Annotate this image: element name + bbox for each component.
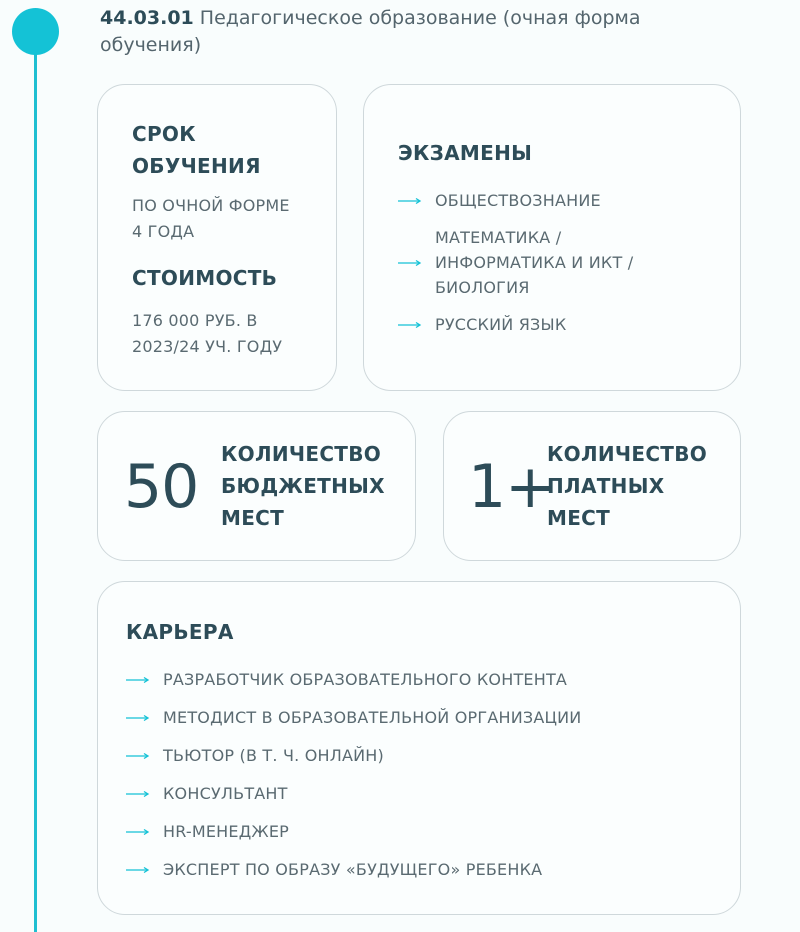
arrow-right-icon	[126, 676, 150, 684]
budget-seats-number: 50	[124, 452, 199, 522]
exam-item-label: ОБЩЕСТВОЗНАНИЕ	[435, 191, 601, 210]
career-item	[126, 667, 716, 692]
exams-card	[363, 84, 741, 391]
career-item	[126, 857, 716, 882]
career-item-label: ТЬЮТОР (В Т. Ч. ОНЛАЙН)	[163, 746, 384, 765]
career-item	[126, 705, 716, 730]
arrow-right-icon	[126, 752, 150, 760]
arrow-right-icon	[126, 714, 150, 722]
career-list	[126, 667, 716, 882]
program-heading	[100, 5, 720, 59]
arrow-right-icon	[126, 866, 150, 874]
career-item	[126, 781, 716, 806]
exam-item-label: РУССКИЙ ЯЗЫК	[435, 315, 567, 334]
program-code: 44.03.01	[100, 7, 194, 29]
cost-title: СТОИМОСТЬ	[132, 266, 278, 290]
exam-item	[398, 225, 698, 300]
exam-item	[398, 188, 698, 213]
paid-seats-card	[443, 411, 741, 561]
budget-seats-card	[97, 411, 416, 561]
career-item-label: HR-МЕНЕДЖЕР	[163, 822, 290, 841]
career-item-label: РАЗРАБОТЧИК ОБРАЗОВАТЕЛЬНОГО КОНТЕНТА	[163, 670, 568, 689]
arrow-right-icon	[398, 321, 422, 329]
program-title: Педагогическое образование (очная форма обучения)	[100, 7, 641, 56]
career-title: КАРЬЕРА	[126, 620, 234, 644]
career-item	[126, 819, 716, 844]
career-item	[126, 743, 716, 768]
exams-list	[398, 188, 698, 337]
paid-seats-label: КОЛИЧЕСТВО ПЛАТНЫХ МЕСТ	[547, 442, 708, 530]
paid-seats-number: 1+	[468, 452, 555, 522]
career-item-label: МЕТОДИСТ В ОБРАЗОВАТЕЛЬНОЙ ОРГАНИЗАЦИИ	[163, 708, 582, 727]
timeline-dot	[12, 8, 59, 55]
duration-text: ПО ОЧНОЙ ФОРМЕ 4 ГОДА	[132, 196, 290, 241]
career-item-label: ЭКСПЕРТ ПО ОБРАЗУ «БУДУЩЕГО» РЕБЕНКА	[163, 860, 543, 879]
timeline-line	[34, 44, 37, 932]
cost-text: 176 000 РУБ. В 2023/24 УЧ. ГОДУ	[132, 311, 283, 356]
arrow-right-icon	[126, 790, 150, 798]
career-card	[97, 581, 741, 915]
duration-cost-card	[97, 84, 337, 391]
arrow-right-icon	[126, 828, 150, 836]
exams-title: ЭКЗАМЕНЫ	[398, 141, 533, 165]
duration-title: СРОК ОБУЧЕНИЯ	[132, 122, 261, 178]
arrow-right-icon	[398, 259, 422, 267]
budget-seats-label: КОЛИЧЕСТВО БЮДЖЕТНЫХ МЕСТ	[221, 442, 385, 530]
arrow-right-icon	[398, 197, 422, 205]
exam-item-label: МАТЕМАТИКА / ИНФОРМАТИКА И ИКТ / БИОЛОГИЯ	[435, 228, 634, 297]
exam-item	[398, 312, 698, 337]
career-item-label: КОНСУЛЬТАНТ	[163, 784, 288, 803]
